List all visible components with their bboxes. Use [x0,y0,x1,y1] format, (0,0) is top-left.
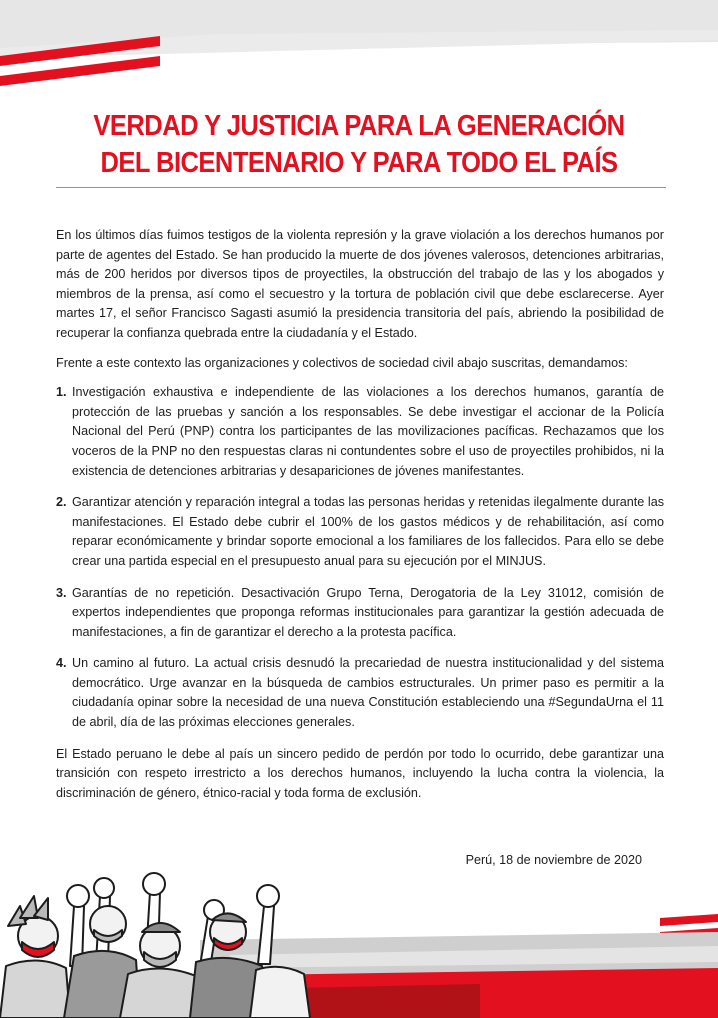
signoff-date: Perú, 18 de noviembre de 2020 [465,853,642,867]
demand-text: Un camino al futuro. La actual crisis desnudó la precariedad de nuestra institucionalidad y del sistema democrático. Urge avanzar en la búsqueda de cambios estructurales. Un primer paso es permitir a la ciudadanía opinar sobre la necesidad de una nueva Constitución estableciendo una #SegundaUrna el 11 de abril, día de las próximas elecciones generales. [72,656,664,730]
demand-item [56,493,664,571]
demand-item [56,383,664,481]
demand-number: 1. [56,385,67,400]
demands-list [56,383,664,733]
demand-text: Garantizar atención y reparación integral a todas las personas heridas y retenidas ilegalmente durante las manifestaciones. El Estado debe cubrir el 100% de los gastos médicos y de rehabilitación, así como reparar económicamente y brindar soporte emocional a los familiares de los fallecidos. Para ello se debe crear una partida especial en el presupuesto anual para su ejecución por el MINJUS. [72,495,664,568]
demand-text: Garantías de no repetición. Desactivación Grupo Terna, Derogatoria de la Ley 31012, comisión de expertos independientes que proponga reformas institucionales para garantizar la gestión adecuada de manifestaciones, a fin de garantizar el derecho a la protesta pacífica. [72,585,664,639]
demand-item [56,584,664,643]
demand-text: Investigación exhaustiva e independiente de las violaciones a los derechos humanos, garantía de protección de las pruebas y sanción a los responsables. Se debe investigar el accionar de la Policía Nacional del Perú (PNP) contra los participantes de las movilizaciones pacíficas. Rechazamos que los voceros de la PNP no den respuestas claras ni contundentes sobre el uso de proyectiles prohibidos, ni la existencia de detenciones arbitrarias y desapariciones de jóvenes manifestantes. [72,385,664,478]
demand-number: 3. [56,585,67,600]
document-body [56,226,664,813]
title-line-1: VERDAD Y JUSTICIA PARA LA GENERACIÓN [93,110,625,142]
demand-item [56,654,664,732]
intro-paragraph: En los últimos días fuimos testigos de la violenta represión y la grave violación a los derechos humanos por parte de agentes del Estado. Se han producido la muerte de dos jóvenes valerosos, detenciones arbitrarias, más de 200 heridos por diversos tipos de proyectiles, la obstrucción del trabajo de las y los abogados y miembros de la prensa, así como el secuestro y la tortura de población civil que debe esclarecerse. Ayer martes 17, el señor Francisco Sagasti asumió la presidencia transitoria del país, abriendo la posibilidad de recuperar la confianza quebrada entre la ciudadanía y el Estado. [56,228,664,340]
demand-number: 2. [56,495,67,510]
demands-intro: Frente a este contexto las organizaciones y colectivos de sociedad civil abajo suscritas, demandamos: [56,355,628,370]
protesters-illustration [0,866,330,1018]
closing-paragraph: El Estado peruano le debe al país un sincero pedido de perdón por todo lo ocurrido, debe garantizar una transición con respeto irrestricto a los derechos humanos, incluyendo la lucha contra la violencia, la discriminación de género, étnico-racial y toda forma de exclusión. [56,746,664,800]
demand-number: 4. [56,656,67,671]
title-line-2: DEL BICENTENARIO Y PARA TODO EL PAÍS [100,147,618,179]
title-divider [56,187,666,188]
document-title [78,108,639,182]
